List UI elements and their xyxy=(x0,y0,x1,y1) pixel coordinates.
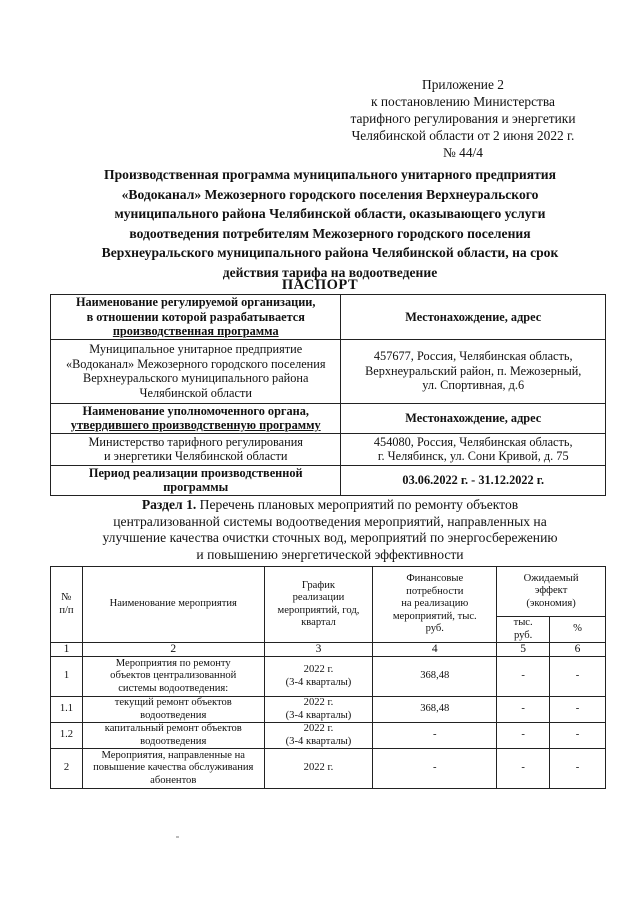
row-num: 1.1 xyxy=(51,697,83,723)
header-num-line: п/п xyxy=(59,604,74,616)
document-title xyxy=(60,165,600,282)
authority-header-cell xyxy=(51,403,341,433)
measures-table xyxy=(50,566,606,789)
row-finance: - xyxy=(373,723,497,749)
row-name xyxy=(82,723,264,749)
annex-line: Приложение 2 xyxy=(422,77,504,92)
authority-address-cell xyxy=(341,433,606,465)
org-address-cell xyxy=(341,339,606,403)
row-schedule-line: (3-4 кварталы) xyxy=(285,709,352,721)
org-name-line: Челябинской области xyxy=(139,385,252,400)
table-row xyxy=(51,749,606,789)
org-header-line xyxy=(55,324,336,339)
col-number: 3 xyxy=(264,643,373,657)
row-name-line: Мероприятия, направленные на xyxy=(101,749,245,761)
row-effect-pct: - xyxy=(550,749,606,789)
org-header-line: в отношении которой разрабатывается xyxy=(86,309,305,324)
row-num: 2 xyxy=(51,749,83,789)
row-name-line: текущий ремонт объектов xyxy=(114,697,232,708)
row-schedule xyxy=(264,657,373,697)
header-effect-rub-line: руб. xyxy=(513,629,533,641)
row-finance: 368,48 xyxy=(373,697,497,723)
row-finance: - xyxy=(373,749,497,789)
header-schedule xyxy=(264,567,373,643)
annex-header xyxy=(318,76,608,161)
row-effect-rub: - xyxy=(497,749,550,789)
row-name-line: капитальный ремонт объектов xyxy=(104,723,242,734)
row-effect-pct: - xyxy=(550,657,606,697)
col-number: 2 xyxy=(82,643,264,657)
col-number: 1 xyxy=(51,643,83,657)
row-schedule-line: 2022 г. xyxy=(303,762,334,774)
row-name-line: водоотведения xyxy=(140,709,207,721)
authority-header-underlined: утвердившего производственную программу xyxy=(70,418,321,432)
period-label-line: Период реализации производственной xyxy=(88,465,303,480)
authority-address-line: 454080, Россия, Челябинская область, xyxy=(373,434,573,449)
location-header-cell: Местонахождение, адрес xyxy=(341,295,606,340)
authority-header-line xyxy=(55,418,336,433)
org-header-underlined: производственная программа xyxy=(112,324,279,338)
period-label-line: программы xyxy=(163,480,229,494)
header-num xyxy=(51,567,83,643)
header-schedule-line: мероприятий, год, xyxy=(277,604,360,616)
header-effect-line: (экономия) xyxy=(526,597,576,609)
row-schedule-line: 2022 г. xyxy=(303,664,334,675)
title-line: «Водоканал» Межозерного городского поселения Верхнеуральского xyxy=(121,186,539,202)
row-schedule xyxy=(264,723,373,749)
passport-table xyxy=(50,294,606,496)
table-row xyxy=(51,697,606,723)
org-address-line: Верхнеуральский район, п. Межозерный, xyxy=(365,363,582,378)
header-finance-line: Финансовые xyxy=(406,573,464,585)
authority-name-line: и энергетики Челябинской области xyxy=(104,449,288,463)
annex-line: № 44/4 xyxy=(443,145,483,160)
row-schedule xyxy=(264,749,373,789)
header-schedule-line: квартал xyxy=(301,617,336,628)
row-name xyxy=(82,657,264,697)
header-schedule-line: реализации xyxy=(292,592,345,603)
org-name-cell xyxy=(51,339,341,403)
title-line: Производственная программа муниципального унитарного предприятия xyxy=(104,167,556,182)
section-label: Раздел 1. xyxy=(141,497,197,512)
header-schedule-line: График xyxy=(301,579,336,591)
row-effect-rub: - xyxy=(497,723,550,749)
title-line: действия тарифа на водоотведение xyxy=(222,264,438,280)
scan-speck xyxy=(176,836,179,838)
row-schedule xyxy=(264,697,373,723)
annex-line: тарифного регулирования и энергетики xyxy=(350,111,576,126)
header-name: Наименование мероприятия xyxy=(82,567,264,643)
org-name-line: Верхнеуральского муниципального района xyxy=(83,371,309,385)
passport-heading: ПАСПОРТ xyxy=(281,277,359,293)
header-finance-line: руб. xyxy=(425,623,444,635)
authority-header-line: Наименование уполномоченного органа, xyxy=(82,403,309,418)
row-num: 1.2 xyxy=(51,723,83,749)
section-line xyxy=(55,497,605,514)
header-num-line: № xyxy=(61,592,72,603)
row-schedule-line: (3-4 кварталы) xyxy=(285,735,352,747)
annex-line: к постановлению Министерства xyxy=(371,94,555,109)
section-text: Перечень плановых мероприятий по ремонту объектов xyxy=(196,497,519,512)
authority-name-line: Министерство тарифного регулирования xyxy=(88,434,303,449)
title-line: водоотведения потребителям Межозерного городского поселения xyxy=(129,225,531,241)
title-line: муниципального района Челябинской области, оказывающего услуги xyxy=(114,206,546,221)
header-effect-rub-line: тыс. xyxy=(513,617,533,628)
header-finance xyxy=(373,567,497,643)
row-num: 1 xyxy=(51,657,83,697)
row-effect-pct: - xyxy=(550,697,606,723)
org-address-line: ул. Спортивная, д.6 xyxy=(422,378,525,393)
section-line: централизованной системы водоотведения мероприятий, направленных на xyxy=(113,513,547,529)
row-name-line: водоотведения xyxy=(140,735,207,747)
col-number: 5 xyxy=(497,643,550,657)
section-line: и повышению энергетической эффективности xyxy=(196,546,464,562)
title-line: Верхнеуральского муниципального района Челябинской области, на срок xyxy=(101,245,559,260)
period-label-cell xyxy=(51,465,341,495)
table-row xyxy=(51,657,606,697)
header-effect xyxy=(497,567,606,617)
table-row xyxy=(51,723,606,749)
row-name xyxy=(82,749,264,789)
org-address-line: 457677, Россия, Челябинская область, xyxy=(373,349,573,364)
row-schedule-line: 2022 г. xyxy=(303,697,334,708)
row-schedule-line: (3-4 кварталы) xyxy=(285,676,352,688)
section-1-heading xyxy=(55,497,605,563)
org-name-line: «Водоканал» Межозерного городского поселения xyxy=(65,356,326,371)
header-finance-line: на реализацию xyxy=(401,598,469,610)
header-finance-line: потребности xyxy=(406,585,464,597)
org-header-line: Наименование регулируемой организации, xyxy=(75,295,316,309)
row-name-line: объектов централизованной xyxy=(110,670,237,682)
header-finance-line: мероприятий, тыс. xyxy=(392,610,477,622)
row-effect-rub: - xyxy=(497,697,550,723)
header-effect-line: эффект xyxy=(534,585,568,597)
period-value-cell: 03.06.2022 г. - 31.12.2022 г. xyxy=(341,465,606,495)
col-number: 6 xyxy=(550,643,606,657)
header-effect-pct: % xyxy=(550,617,606,643)
row-finance: 368,48 xyxy=(373,657,497,697)
annex-line: Челябинской области от 2 июня 2022 г. xyxy=(351,128,575,143)
authority-name-cell xyxy=(51,433,341,465)
row-name-line: абонентов xyxy=(150,774,197,786)
row-effect-pct: - xyxy=(550,723,606,749)
row-effect-rub: - xyxy=(497,657,550,697)
row-schedule-line: 2022 г. xyxy=(303,723,334,734)
org-header-cell xyxy=(51,295,341,340)
row-name xyxy=(82,697,264,723)
location-header-cell-2: Местонахождение, адрес xyxy=(341,403,606,433)
col-number: 4 xyxy=(373,643,497,657)
row-name-line: системы водоотведения: xyxy=(118,682,229,694)
header-effect-rub xyxy=(497,617,550,643)
authority-address-line: г. Челябинск, ул. Сони Кривой, д. 75 xyxy=(377,449,569,463)
header-effect-line: Ожидаемый xyxy=(523,572,579,584)
org-name-line: Муниципальное унитарное предприятие xyxy=(89,342,303,356)
row-name-line: Мероприятия по ремонту xyxy=(115,657,231,669)
row-name-line: повышение качества обслуживания xyxy=(93,762,254,774)
section-line: улучшение качества очистки сточных вод, мероприятий по энергосбережению xyxy=(102,530,558,545)
